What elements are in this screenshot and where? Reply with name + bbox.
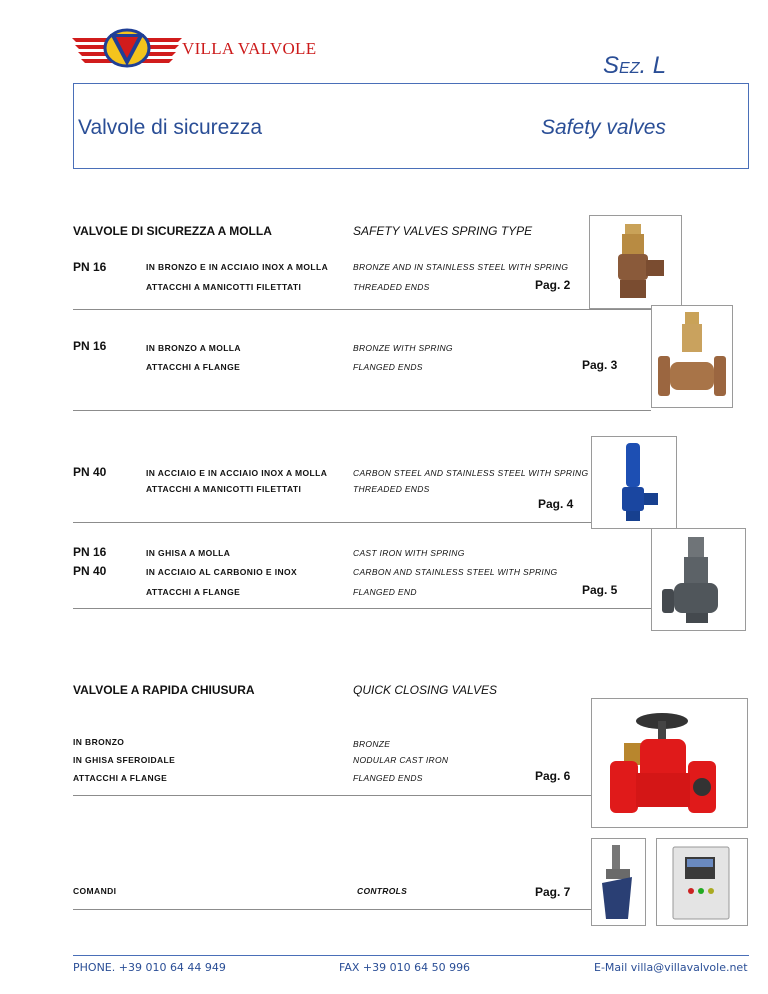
row1-line2-it: ATTACCHI A MANICOTTI FILETTATI bbox=[146, 282, 302, 292]
row3-page[interactable]: Pag. 4 bbox=[538, 497, 574, 511]
section3-label-en: CONTROLS bbox=[357, 886, 408, 896]
section2-divider bbox=[73, 795, 591, 796]
row4-line3-it: ATTACCHI A FLANGE bbox=[146, 587, 241, 597]
section3-label-it: COMANDI bbox=[73, 886, 117, 896]
page-title-it: Valvole di sicurezza bbox=[78, 116, 263, 139]
row4-line1-en: CAST IRON WITH SPRING bbox=[353, 548, 465, 558]
row2-line2-it: ATTACCHI A FLANGE bbox=[146, 362, 241, 372]
footer-divider bbox=[73, 955, 749, 956]
row4-line1-it: IN GHISA A MOLLA bbox=[146, 548, 231, 558]
section3-photo-2 bbox=[656, 838, 748, 926]
row2-line1-en: BRONZE WITH SPRING bbox=[353, 343, 453, 353]
section2-heading-it: VALVOLE A RAPIDA CHIUSURA bbox=[73, 683, 255, 697]
section2-line1-it: IN BRONZO bbox=[73, 737, 125, 747]
row3-divider bbox=[73, 522, 671, 523]
control-panel-icon bbox=[657, 839, 747, 925]
row3-pn: PN 40 bbox=[73, 465, 107, 479]
cast-iron-valve-icon bbox=[652, 529, 745, 630]
footer-email[interactable]: E-Mail villa@villavalvole.net bbox=[594, 961, 748, 974]
row1-photo bbox=[589, 215, 682, 309]
section1-heading-en: SAFETY VALVES SPRING TYPE bbox=[353, 224, 533, 238]
row3-line2-en: THREADED ENDS bbox=[353, 484, 430, 494]
row2-page[interactable]: Pag. 3 bbox=[582, 358, 618, 372]
section3-photo-1 bbox=[591, 838, 646, 926]
control-lever-icon bbox=[592, 839, 645, 925]
logo-mark-icon bbox=[72, 28, 182, 70]
company-logo bbox=[72, 28, 182, 70]
section2-line2-it: IN GHISA SFEROIDALE bbox=[73, 755, 176, 765]
footer-phone: PHONE. +39 010 64 44 949 bbox=[73, 961, 226, 974]
section-code: SEZ. L bbox=[603, 52, 667, 79]
row4-pn: PN 16 bbox=[73, 545, 107, 559]
row3-line1-it: IN ACCIAIO E IN ACCIAIO INOX A MOLLA bbox=[146, 468, 328, 478]
page-title-en: Safety valves bbox=[541, 116, 666, 139]
row1-line1-en: BRONZE AND IN STAINLESS STEEL WITH SPRING bbox=[353, 262, 569, 272]
row4-line2-en: CARBON AND STAINLESS STEEL WITH SPRING bbox=[353, 567, 558, 577]
row2-line1-it: IN BRONZO A MOLLA bbox=[146, 343, 241, 353]
row1-pn: PN 16 bbox=[73, 260, 107, 274]
section3-divider bbox=[73, 909, 596, 910]
section2-heading-en: QUICK CLOSING VALVES bbox=[353, 683, 498, 697]
row2-pn: PN 16 bbox=[73, 339, 107, 353]
section2-page[interactable]: Pag. 6 bbox=[535, 769, 571, 783]
row4-pn2: PN 40 bbox=[73, 564, 107, 578]
quick-closing-valve-icon bbox=[592, 699, 747, 827]
section2-line2-en: NODULAR CAST IRON bbox=[353, 755, 449, 765]
row4-divider bbox=[73, 608, 651, 609]
brand-name: VILLA VALVOLE bbox=[182, 39, 317, 58]
row2-line2-en: FLANGED ENDS bbox=[353, 362, 423, 372]
row1-page[interactable]: Pag. 2 bbox=[535, 278, 571, 292]
row2-divider bbox=[73, 410, 651, 411]
row3-photo bbox=[591, 436, 677, 529]
row4-page[interactable]: Pag. 5 bbox=[582, 583, 618, 597]
bronze-threaded-valve-icon bbox=[590, 216, 681, 308]
section1-heading-it: VALVOLE DI SICUREZZA A MOLLA bbox=[73, 224, 272, 238]
section3-page[interactable]: Pag. 7 bbox=[535, 885, 571, 899]
blue-steel-valve-icon bbox=[592, 437, 676, 528]
row3-line1-en: CARBON STEEL AND STAINLESS STEEL WITH SPRING bbox=[353, 468, 589, 478]
row4-line2-it: IN ACCIAIO AL CARBONIO E INOX bbox=[146, 567, 298, 577]
section2-line1-en: BRONZE bbox=[353, 739, 391, 749]
section2-photo bbox=[591, 698, 748, 828]
row1-line2-en: THREADED ENDS bbox=[353, 282, 430, 292]
bronze-flanged-valve-icon bbox=[652, 306, 732, 407]
row3-line2-it: ATTACCHI A MANICOTTI FILETTATI bbox=[146, 484, 302, 494]
footer-fax: FAX +39 010 64 50 996 bbox=[339, 961, 471, 974]
row4-photo bbox=[651, 528, 746, 631]
row2-photo bbox=[651, 305, 733, 408]
section2-line3-it: ATTACCHI A FLANGE bbox=[73, 773, 168, 783]
row4-line3-en: FLANGED END bbox=[353, 587, 417, 597]
row1-line1-it: IN BRONZO E IN ACCIAIO INOX A MOLLA bbox=[146, 262, 329, 272]
row1-divider bbox=[73, 309, 671, 310]
section2-line3-en: FLANGED ENDS bbox=[353, 773, 423, 783]
